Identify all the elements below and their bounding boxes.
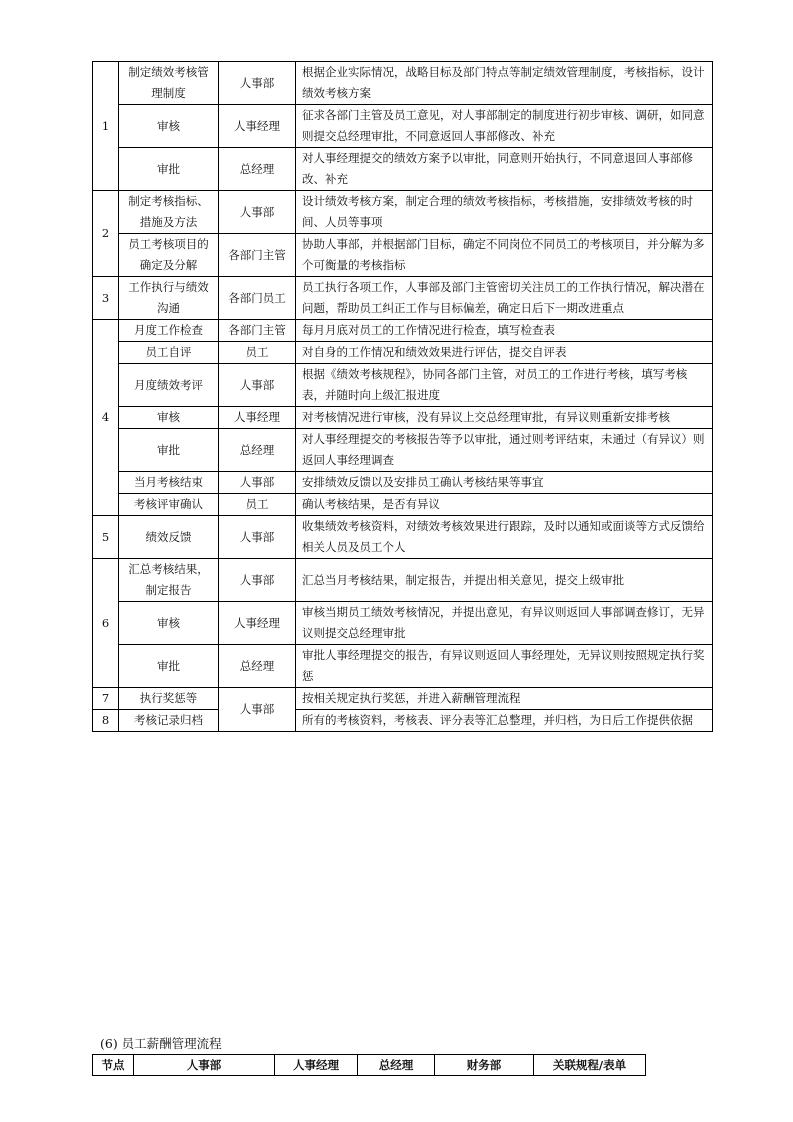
step-cell: 工作执行与绩效沟通 [119,277,219,320]
table-row [93,429,713,472]
description-cell: 每月月底对员工的工作情况进行检查，填写检查表 [296,320,713,342]
description-cell: 对人事经理提交的考核报告等予以审批，通过则考评结束，未通过（有异议）则返回人事经理调查 [296,429,713,472]
step-cell: 汇总考核结果，制定报告 [119,559,219,602]
column-header: 财务部 [435,1055,534,1076]
node-number-cell: 6 [93,559,119,688]
step-cell: 员工自评 [119,342,219,364]
description-cell: 安排绩效反馈以及安排员工确认考核结果等事宜 [296,472,713,494]
owner-cell: 人事部 [219,191,296,234]
owner-cell: 人事部 [219,516,296,559]
node-number-cell: 2 [93,191,119,277]
node-number-cell: 4 [93,320,119,516]
table-row [93,645,713,688]
description-cell: 按相关规定执行奖惩，并进入薪酬管理流程 [296,688,713,710]
step-cell: 月度绩效考评 [119,364,219,407]
table-row [93,342,713,364]
description-cell: 征求各部门主管及员工意见，对人事部制定的制度进行初步审核、调研，如同意则提交总经理审批，不同意返回人事部修改、补充 [296,105,713,148]
step-cell: 绩效反馈 [119,516,219,559]
node-number-cell: 7 [93,688,119,710]
table-row [93,407,713,429]
step-cell: 审核 [119,105,219,148]
table-row [93,602,713,645]
description-cell: 对人事经理提交的绩效方案予以审批，同意则开始执行，不同意退回人事部修改、补充 [296,148,713,191]
salary-table-header-row [93,1055,646,1076]
description-cell: 所有的考核资料，考核表、评分表等汇总整理，并归档，为日后工作提供依据 [296,710,713,732]
table-row [93,516,713,559]
table-row [93,191,713,234]
description-cell: 员工执行各项工作，人事部及部门主管密切关注员工的工作执行情况，解决潜在问题，帮助员工纠正工作与目标偏差，确定日后下一期改进重点 [296,277,713,320]
owner-cell: 总经理 [219,645,296,688]
owner-cell: 人事部 [219,472,296,494]
table-row [93,62,713,105]
table-row [93,105,713,148]
owner-cell: 各部门员工 [219,277,296,320]
description-cell: 审批人事经理提交的报告，有异议则返回人事经理处，无异议则按照规定执行奖惩 [296,645,713,688]
owner-cell: 总经理 [219,148,296,191]
step-cell: 审核 [119,602,219,645]
description-cell: 确认考核结果，是否有异议 [296,494,713,516]
node-number-cell: 8 [93,710,119,732]
step-cell: 审批 [119,645,219,688]
description-cell: 审核当期员工绩效考核情况，并提出意见，有异议则返回人事部调查修订，无异议则提交总经理审批 [296,602,713,645]
owner-cell: 各部门主管 [219,234,296,277]
description-cell: 收集绩效考核资料，对绩效考核效果进行跟踪，及时以通知或面谈等方式反馈给相关人员及员工个人 [296,516,713,559]
table-row [93,234,713,277]
table-row [93,688,713,710]
column-header: 人事经理 [275,1055,358,1076]
step-cell: 执行奖惩等 [119,688,219,710]
description-cell: 对自身的工作情况和绩效效果进行评估，提交自评表 [296,342,713,364]
column-header: 总经理 [358,1055,435,1076]
node-number-cell: 5 [93,516,119,559]
step-cell: 员工考核项目的确定及分解 [119,234,219,277]
step-cell: 制定绩效考核管理制度 [119,62,219,105]
step-cell: 考核记录归档 [119,710,219,732]
performance-flow-table [92,61,713,732]
owner-cell: 人事部 [219,559,296,602]
step-cell: 当月考核结束 [119,472,219,494]
owner-cell: 人事部 [219,62,296,105]
owner-cell: 人事部 [219,688,296,732]
table-row [93,472,713,494]
step-cell: 审批 [119,148,219,191]
step-cell: 考核评审确认 [119,494,219,516]
step-cell: 月度工作检查 [119,320,219,342]
description-cell: 协助人事部，并根据部门目标，确定不同岗位不同员工的考核项目，并分解为多个可衡量的考核指标 [296,234,713,277]
column-header: 关联规程/表单 [534,1055,646,1076]
owner-cell: 人事经理 [219,602,296,645]
description-cell: 根据企业实际情况，战略目标及部门特点等制定绩效管理制度，考核指标，设计绩效考核方案 [296,62,713,105]
column-header: 节点 [93,1055,134,1076]
table-row [93,320,713,342]
table-row [93,277,713,320]
step-cell: 审核 [119,407,219,429]
owner-cell: 员工 [219,494,296,516]
table-row [93,710,713,732]
column-header: 人事部 [134,1055,275,1076]
step-cell: 制定考核指标、措施及方法 [119,191,219,234]
description-cell: 汇总当月考核结果，制定报告，并提出相关意见，提交上级审批 [296,559,713,602]
table-row [93,148,713,191]
step-cell: 审批 [119,429,219,472]
owner-cell: 员工 [219,342,296,364]
description-cell: 设计绩效考核方案，制定合理的绩效考核指标，考核措施，安排绩效考核的时间、人员等事项 [296,191,713,234]
table-row [93,494,713,516]
owner-cell: 人事部 [219,364,296,407]
node-number-cell: 1 [93,62,119,191]
table-row [93,559,713,602]
table-row [93,364,713,407]
owner-cell: 人事经理 [219,105,296,148]
node-number-cell: 3 [93,277,119,320]
owner-cell: 各部门主管 [219,320,296,342]
owner-cell: 人事经理 [219,407,296,429]
owner-cell: 总经理 [219,429,296,472]
description-cell: 对考核情况进行审核，没有异议上交总经理审批，有异议则重新安排考核 [296,407,713,429]
description-cell: 根据《绩效考核规程》，协同各部门主管，对员工的工作进行考核，填写考核表，并随时向上级汇报进度 [296,364,713,407]
salary-flow-table [92,1054,646,1076]
section-title: (6) 员工薪酬管理流程 [100,1036,222,1051]
